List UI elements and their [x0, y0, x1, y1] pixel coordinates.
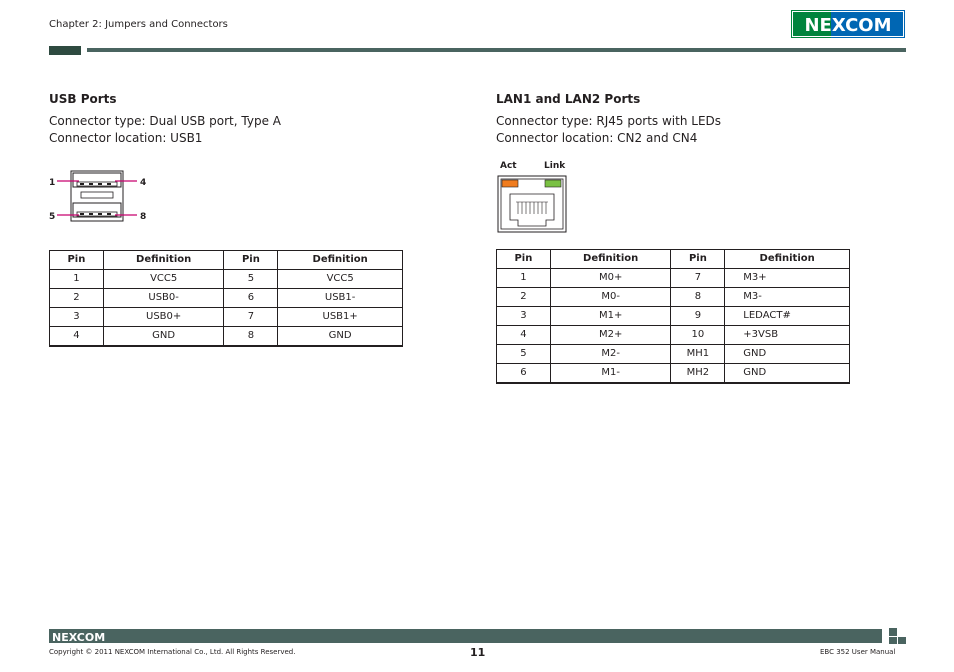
table-cell: MH1: [671, 345, 725, 364]
table-cell: 8: [671, 288, 725, 307]
table-cell: 1: [497, 269, 551, 288]
lan-section-title: LAN1 and LAN2 Ports: [496, 92, 641, 106]
table-row: [50, 327, 403, 347]
table-cell: 5: [224, 270, 278, 289]
act-led-icon: [502, 180, 518, 187]
header-rule: [87, 48, 906, 52]
table-row: [497, 326, 850, 345]
table-cell: 6: [224, 289, 278, 308]
table-header: Definition: [725, 250, 850, 269]
table-cell: +3VSB: [725, 326, 850, 345]
manual-name: EBC 352 User Manual: [820, 648, 896, 656]
table-header: Definition: [550, 250, 671, 269]
table-cell: 6: [497, 364, 551, 384]
table-row: [50, 289, 403, 308]
table-header: Pin: [497, 250, 551, 269]
table-cell: 3: [497, 307, 551, 326]
nexcom-logo: [791, 10, 905, 38]
table-cell: M3+: [725, 269, 850, 288]
table-cell: M1-: [550, 364, 671, 384]
table-cell: 7: [224, 308, 278, 327]
table-cell: 3: [50, 308, 104, 327]
table-cell: GND: [725, 364, 850, 384]
table-row: [497, 288, 850, 307]
table-cell: VCC5: [103, 270, 224, 289]
lan-connector-type: Connector type: RJ45 ports with LEDs: [496, 114, 722, 128]
link-led-icon: [545, 180, 561, 187]
table-cell: M3-: [725, 288, 850, 307]
usb-connector-location: Connector location: USB1: [49, 131, 203, 145]
copyright-text: Copyright © 2011 NEXCOM International Co., Ltd. All Rights Reserved.: [49, 648, 296, 656]
table-cell: 2: [50, 289, 104, 308]
usb-pin-label-8: 8: [140, 212, 147, 222]
table-cell: 9: [671, 307, 725, 326]
usb-connector-type: Connector type: Dual USB port, Type A: [49, 114, 281, 128]
footer-square-icon: [889, 637, 897, 644]
usb-pin-table: [49, 250, 403, 347]
table-row: [497, 307, 850, 326]
table-header: Definition: [103, 251, 224, 270]
table-row: [50, 270, 403, 289]
table-cell: USB1+: [278, 308, 403, 327]
chapter-title: Chapter 2: Jumpers and Connectors: [49, 19, 228, 30]
table-cell: 1: [50, 270, 104, 289]
table-header: Pin: [671, 250, 725, 269]
header-rule-block: [49, 46, 81, 55]
table-cell: M2-: [550, 345, 671, 364]
table-cell: 8: [224, 327, 278, 347]
lan-connector-location: Connector location: CN2 and CN4: [496, 131, 698, 145]
table-cell: 10: [671, 326, 725, 345]
table-header: Definition: [278, 251, 403, 270]
usb-pin-label-1: 1: [49, 178, 56, 188]
table-cell: 7: [671, 269, 725, 288]
table-cell: M1+: [550, 307, 671, 326]
footer-nexcom-logo: [51, 630, 113, 643]
table-cell: MH2: [671, 364, 725, 384]
table-cell: USB0-: [103, 289, 224, 308]
logo-text: NEXCOM: [804, 15, 892, 36]
table-header: Pin: [50, 251, 104, 270]
table-row: [497, 269, 850, 288]
table-cell: VCC5: [278, 270, 403, 289]
table-cell: 4: [50, 327, 104, 347]
table-cell: 5: [497, 345, 551, 364]
link-led-label: Link: [544, 161, 566, 171]
table-cell: M2+: [550, 326, 671, 345]
usb-pin-label-4: 4: [140, 178, 147, 188]
lan-pin-table: [496, 249, 850, 384]
table-cell: LEDACT#: [725, 307, 850, 326]
usb-pin-label-5: 5: [49, 212, 56, 222]
table-row: [497, 345, 850, 364]
footer-square-icon: [889, 628, 897, 636]
usb-connector-diagram: [49, 168, 159, 226]
act-led-label: Act: [500, 161, 517, 171]
table-cell: GND: [278, 327, 403, 347]
table-cell: USB0+: [103, 308, 224, 327]
usb-section-title: USB Ports: [49, 92, 117, 106]
table-row: [497, 364, 850, 384]
table-cell: GND: [103, 327, 224, 347]
table-cell: M0-: [550, 288, 671, 307]
table-cell: USB1-: [278, 289, 403, 308]
table-cell: 2: [497, 288, 551, 307]
table-cell: GND: [725, 345, 850, 364]
table-cell: M0+: [550, 269, 671, 288]
table-row: [50, 308, 403, 327]
footer-bar: [49, 629, 882, 643]
table-cell: 4: [497, 326, 551, 345]
rj45-connector-diagram: [496, 158, 576, 234]
table-header: Pin: [224, 251, 278, 270]
footer-square-icon: [898, 637, 906, 644]
table-header-row: [50, 251, 403, 270]
page-number: 11: [470, 646, 486, 659]
footer-logo-text: NEXCOM: [52, 631, 106, 643]
table-header-row: [497, 250, 850, 269]
